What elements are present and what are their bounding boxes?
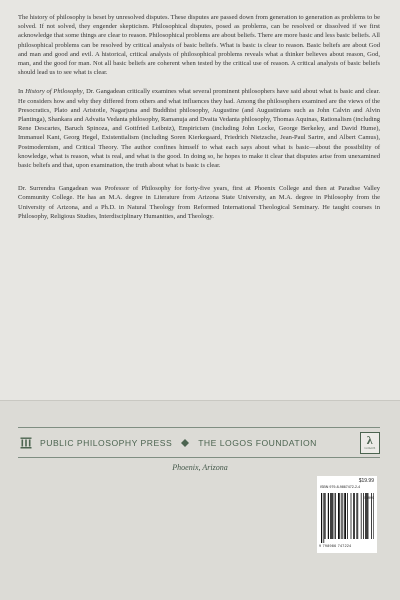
paragraph-2-prefix: In — [18, 88, 26, 96]
price-label: $19.99 — [358, 478, 374, 484]
book-title-inline: History of Philosophy — [25, 88, 83, 96]
publisher-rule-bottom — [18, 457, 380, 458]
blurb-text — [18, 13, 380, 231]
diamond-separator-icon — [181, 439, 189, 447]
price-code: 51999 — [364, 496, 374, 500]
logos-logo — [360, 432, 380, 454]
publisher-row — [18, 428, 380, 457]
paragraph-2-body: , Dr. Gangadean critically examines what several prominent philosophers have said about what is basic and clear. He considers how and why they differed from others and what influences they had. Among the philosophers examined are the views of the Presocratics, Plato and Aristotle, Nagarjuna and Buddhist philosophy, Augustine (and Augustinians such as John Calvin and Alvin Plantinga), Shankara and Advaita Vedanta philosophy, Ramanuja and Dvaita Vedanta philosophy, Thomas Aquinas, Rationalism (including Rene Descartes, Baruch Spinoza, and Gottfried Leibniz), Empiricism (including John Locke, George Berkeley, and David Hume), Immanuel Kant, Georg Hegel, Existentialism (including Soren Kierkegaard, Friedrich Nietzsche, Jean-Paul Sartre, and Albert Camus), Postmodernism, and Critical Theory. The author confines himself to what each says about what is basic—about the possibility of knowledge, what is reason, what is real, and what is the good. In doing so, he hopes to make it clear that disputes arise from unexamined basic beliefs and that, upon examination, the truth about what is basic is clear. — [18, 88, 380, 170]
logo-text: LOGOS — [364, 446, 376, 450]
columns-icon — [20, 437, 32, 449]
barcode-icon — [320, 493, 374, 543]
isbn-label: ISBN 979-8-9867472-2-4 — [320, 485, 361, 489]
blurb-paragraph-2 — [18, 87, 380, 170]
publisher-city: Phoenix, Arizona — [172, 463, 228, 472]
lambda-icon: λ — [366, 433, 374, 447]
barcode-number: 9 798986 747224 — [319, 544, 352, 548]
publisher-footer — [0, 401, 400, 600]
publisher-name-1: PUBLIC PHILOSOPHY PRESS — [40, 437, 173, 448]
barcode-box — [317, 476, 377, 553]
author-bio: Dr. Surrendra Gangadean was Professor of Philosophy for forty-five years, first at Phoenix College and then at Paradise Valley Community College. He has an M.A. degree in Literature from Arizona State University, an M.A. degree in Philosophy from the University of Arizona, and a Ph.D. in Natural Theology from Reformed International Theological Seminary. He taught courses in Philosophy, Religious Studies, Interdisciplinary Humanities, and Theology. — [18, 185, 380, 220]
publisher-name-2: THE LOGOS FOUNDATION — [198, 437, 317, 448]
blurb-paragraph-1: The history of philosophy is beset by unresolved disputes. These disputes are passed down from generation to generation as problems to be solved. If not solved, they engender skepticism. Philosophical disputes, posed as problems, can be resolved or dissolved if we first acknowledge that some things are clear to reason. Philosophical problems are about beliefs. There are more basic and less basic beliefs. All philosophical problems can be resolved by critical analysis of basic beliefs. What is basic is clear to reason. Basic beliefs are about God and man and good and evil. A historical, critical analysis of philosophical problems reveals what a thinker believes about reason, God, man, and the good for man. Not all basic beliefs are coherent when tested by the critical use of reason. A critical analysis of basic beliefs should lead us to see what is clear. — [18, 14, 381, 77]
